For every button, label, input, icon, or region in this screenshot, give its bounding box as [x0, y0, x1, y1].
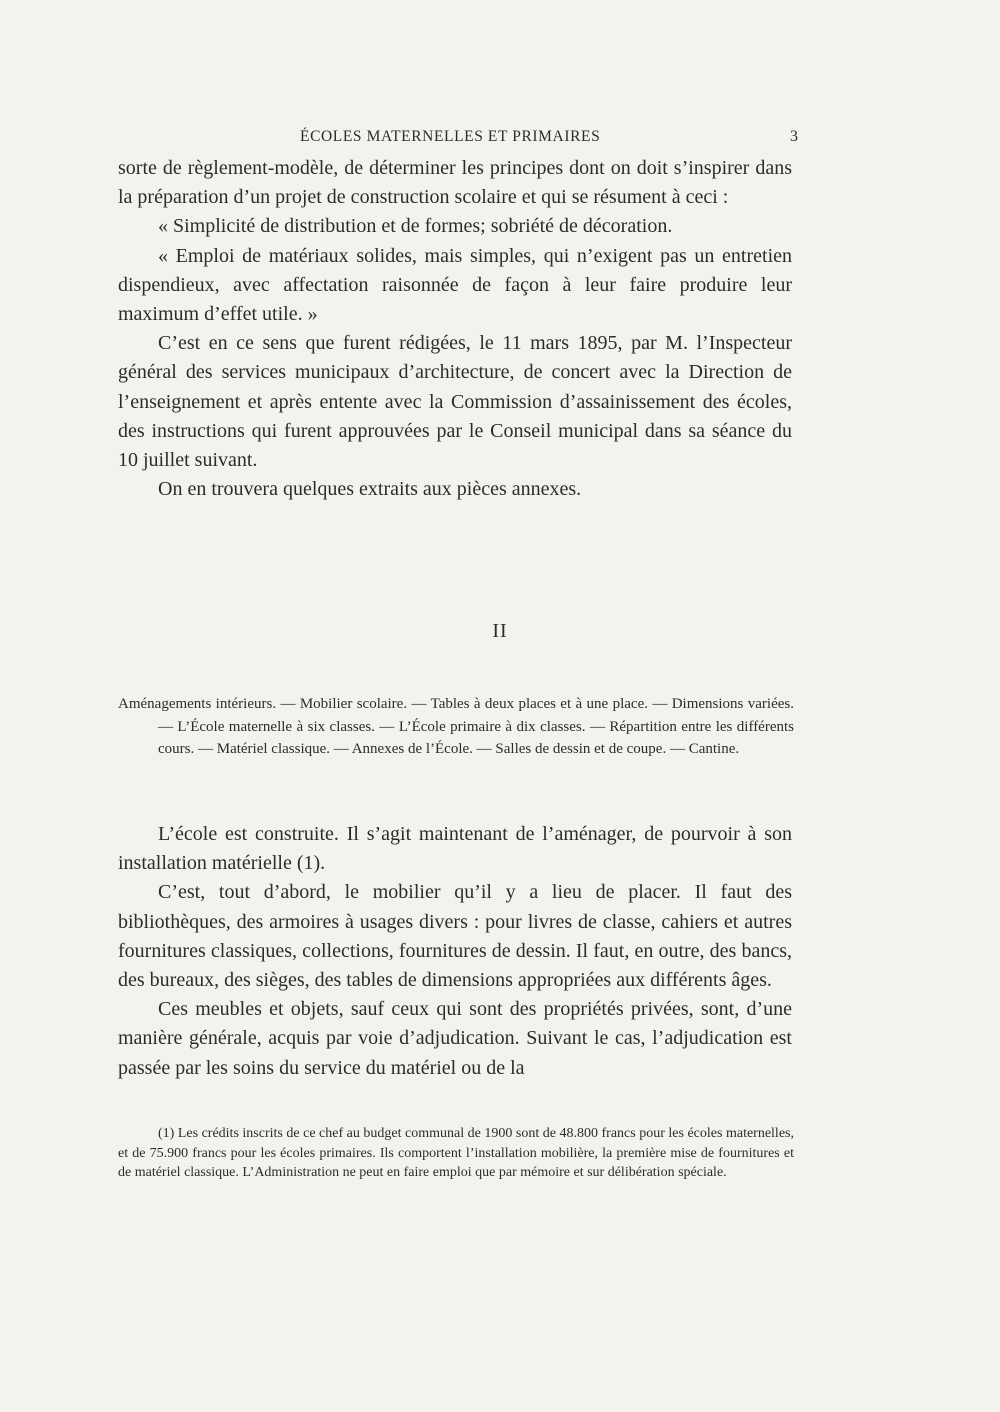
section-2-text [118, 820, 792, 1083]
paragraph-furniture: C’est, tout d’abord, le mobilier qu’il y a lieu de placer. Il faut des bibliothèques, des armoires à usages divers : pour livres de classe, cahiers et autres fournitures classiques, collections, fournitures de dessin. Il faut, en outre, des bancs, des bureaux, des sièges, des tables de dimensions appropriées aux différents âges. [118, 881, 792, 992]
page-number: 3 [790, 128, 798, 145]
section-1-text [118, 154, 792, 504]
paragraph-adjudication: Ces meubles et objets, sauf ceux qui sont des propriétés privées, sont, d’une manière générale, acquis par voie d’adjudication. Suivant le cas, l’adjudication est passée par les soins du service du matériel ou de la [118, 998, 792, 1079]
footnote-text: (1) Les crédits inscrits de ce chef au budget communal de 1900 sont de 48.800 francs pour les écoles maternelles, et de 75.900 francs pour les écoles primaires. Ils comportent l’installation mobilière, la première mise de fournitures et de matériel classique. L’Administration ne peut en faire emploi que par mémoire et sur délibération spéciale. [118, 1126, 794, 1181]
paragraph-continuation: sorte de règlement-modèle, de déterminer les principes dont on doit s’inspirer dans la préparation d’un projet de construction scolaire et qui se résument à ceci : [118, 157, 792, 209]
running-title: ÉCOLES MATERNELLES ET PRIMAIRES [300, 128, 601, 145]
paragraph-annexes: On en trouvera quelques extraits aux pièces annexes. [158, 478, 582, 501]
paragraph-quote-1: « Simplicité de distribution et de formes; sobriété de décoration. [158, 215, 673, 238]
paragraph-school-built: L’école est construite. Il s’agit maintenant de l’aménager, de pourvoir à son installation matérielle (1). [118, 823, 792, 875]
running-head [118, 128, 798, 152]
summary-text: Aménagements intérieurs. — Mobilier scolaire. — Tables à deux places et à une place. — Dimensions variées. — L’École maternelle à six classes. — L’École primaire à dix classes. — Répartition entre les différents cours. — Matériel classique. — Annexes de l’École. — Salles de dessin et de coupe. — Cantine. [118, 696, 794, 757]
section-summary [118, 693, 794, 761]
section-heading-numeral: II [492, 620, 508, 642]
paragraph-quote-2: « Emploi de matériaux solides, mais simples, qui n’exigent pas un entretien dispendieux, avec affectation raisonnée de façon à leur faire produire leur maximum d’effet utile. » [118, 244, 792, 326]
footnote [118, 1124, 794, 1183]
paragraph-instructions: C’est en ce sens que furent rédigées, le 11 mars 1895, par M. l’Inspecteur général des services municipaux d’architecture, de concert avec la Direction de l’enseignement et après entente avec la Commission d’assainissement des écoles, des instructions qui furent approuvées par le Conseil municipal dans sa séance du 10 juillet suivant. [118, 332, 792, 472]
